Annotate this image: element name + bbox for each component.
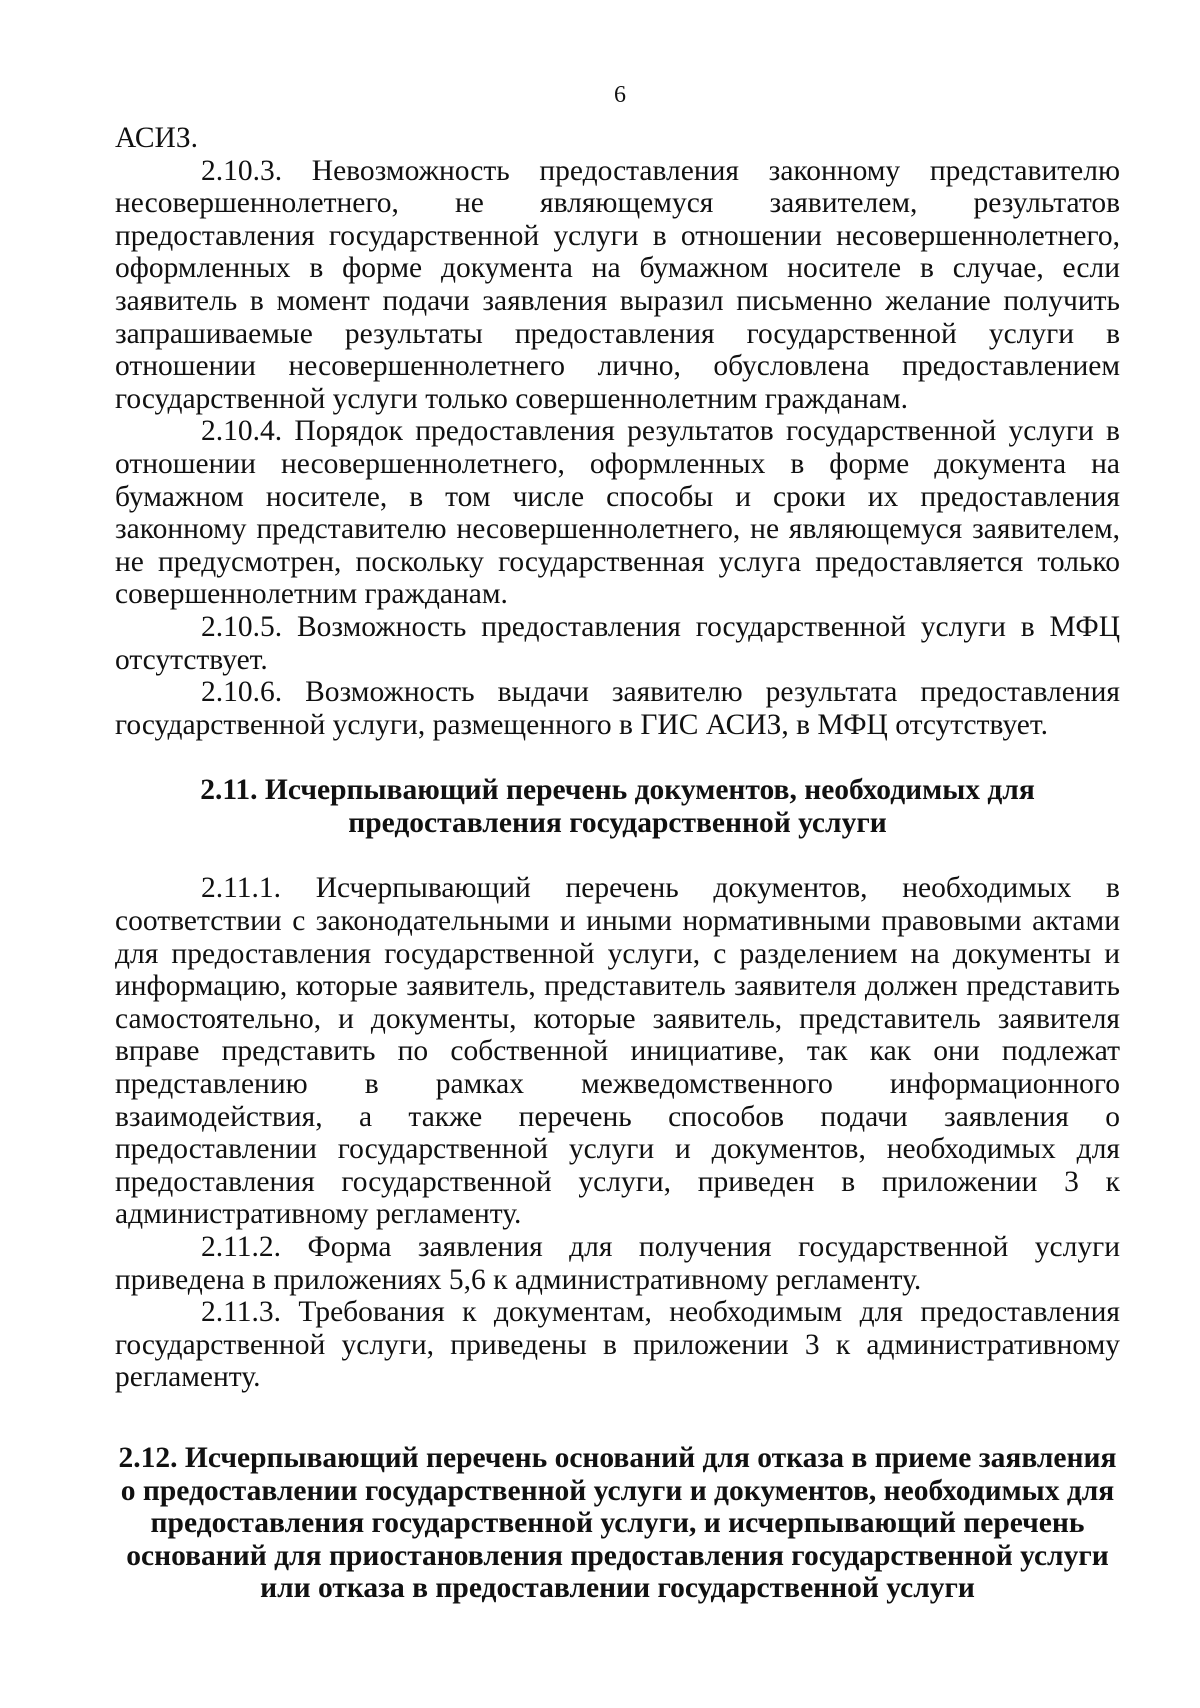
paragraph-2-11-1: 2.11.1. Исчерпывающий перечень документов, необходимых в соответствии с законодательными и иными нормативными правовыми актами для предоставления государственной услуги, с разделением на документы и информацию, которые заявитель, представитель заявителя должен представить самостоятельно, и документы, которые заявитель, представитель заявителя вправе представить по собственной инициативе, так как они подлежат представлению в рамках межведомственного информационного взаимодействия, а также перечень способов подачи заявления о предоставлении государственной услуги и документов, необходимых для предоставления государственной услуги, приведен в приложении 3 к административному регламенту. <box>115 872 1120 1231</box>
paragraph-2-10-4: 2.10.4. Порядок предоставления результатов государственной услуги в отношении несовершеннолетнего, оформленных в форме документа на бумажном носителе, в том числе способы и сроки их предоставления законному представителю несовершеннолетнего, не являющемуся заявителем, не предусмотрен, поскольку государственная услуга предоставляется только совершеннолетним гражданам. <box>115 415 1120 611</box>
paragraph-asiz-end: АСИЗ. <box>115 122 198 154</box>
section-heading-2-12: 2.12. Исчерпывающий перечень оснований для отказа в приеме заявления о предоставлении государственной услуги и документов, необходимых для предоставления государственной услуги, и исчерпывающий перечень оснований для приостановления предоставления государственной услуги или отказа в предоставлении государственной услуги <box>118 1441 1117 1605</box>
paragraph-2-10-3: 2.10.3. Невозможность предоставления законному представителю несовершеннолетнего, не являющемуся заявителем, результатов предоставления государственной услуги в отношении несовершеннолетнего, оформленных в форме документа на бумажном носителе в случае, если заявитель в момент подачи заявления выразил письменно желание получить запрашиваемые результаты предоставления государственной услуги в отношении несовершеннолетнего лично, обусловлена предоставлением государственной услуги только совершеннолетним гражданам. <box>115 154 1120 415</box>
paragraph-2-10-6: 2.10.6. Возможность выдачи заявителю результата предоставления государственной услуги, размещенного в ГИС АСИЗ, в МФЦ отсутствует. <box>115 676 1120 741</box>
paragraph-2-11-3: 2.11.3. Требования к документам, необходимым для предоставления государственной услуги, приведены в приложении 3 к административному регламенту. <box>115 1296 1120 1394</box>
document-body <box>115 122 1120 1605</box>
paragraph-2-10-5: 2.10.5. Возможность предоставления государственной услуги в МФЦ отсутствует. <box>115 610 1120 676</box>
paragraph-2-11-2: 2.11.2. Форма заявления для получения государственной услуги приведена в приложениях 5,6 к административному регламенту. <box>115 1231 1120 1296</box>
page-number: 6 <box>614 82 626 108</box>
section-heading-2-11: 2.11. Исчерпывающий перечень документов, необходимых для предоставления государственной услуги <box>200 774 1035 839</box>
